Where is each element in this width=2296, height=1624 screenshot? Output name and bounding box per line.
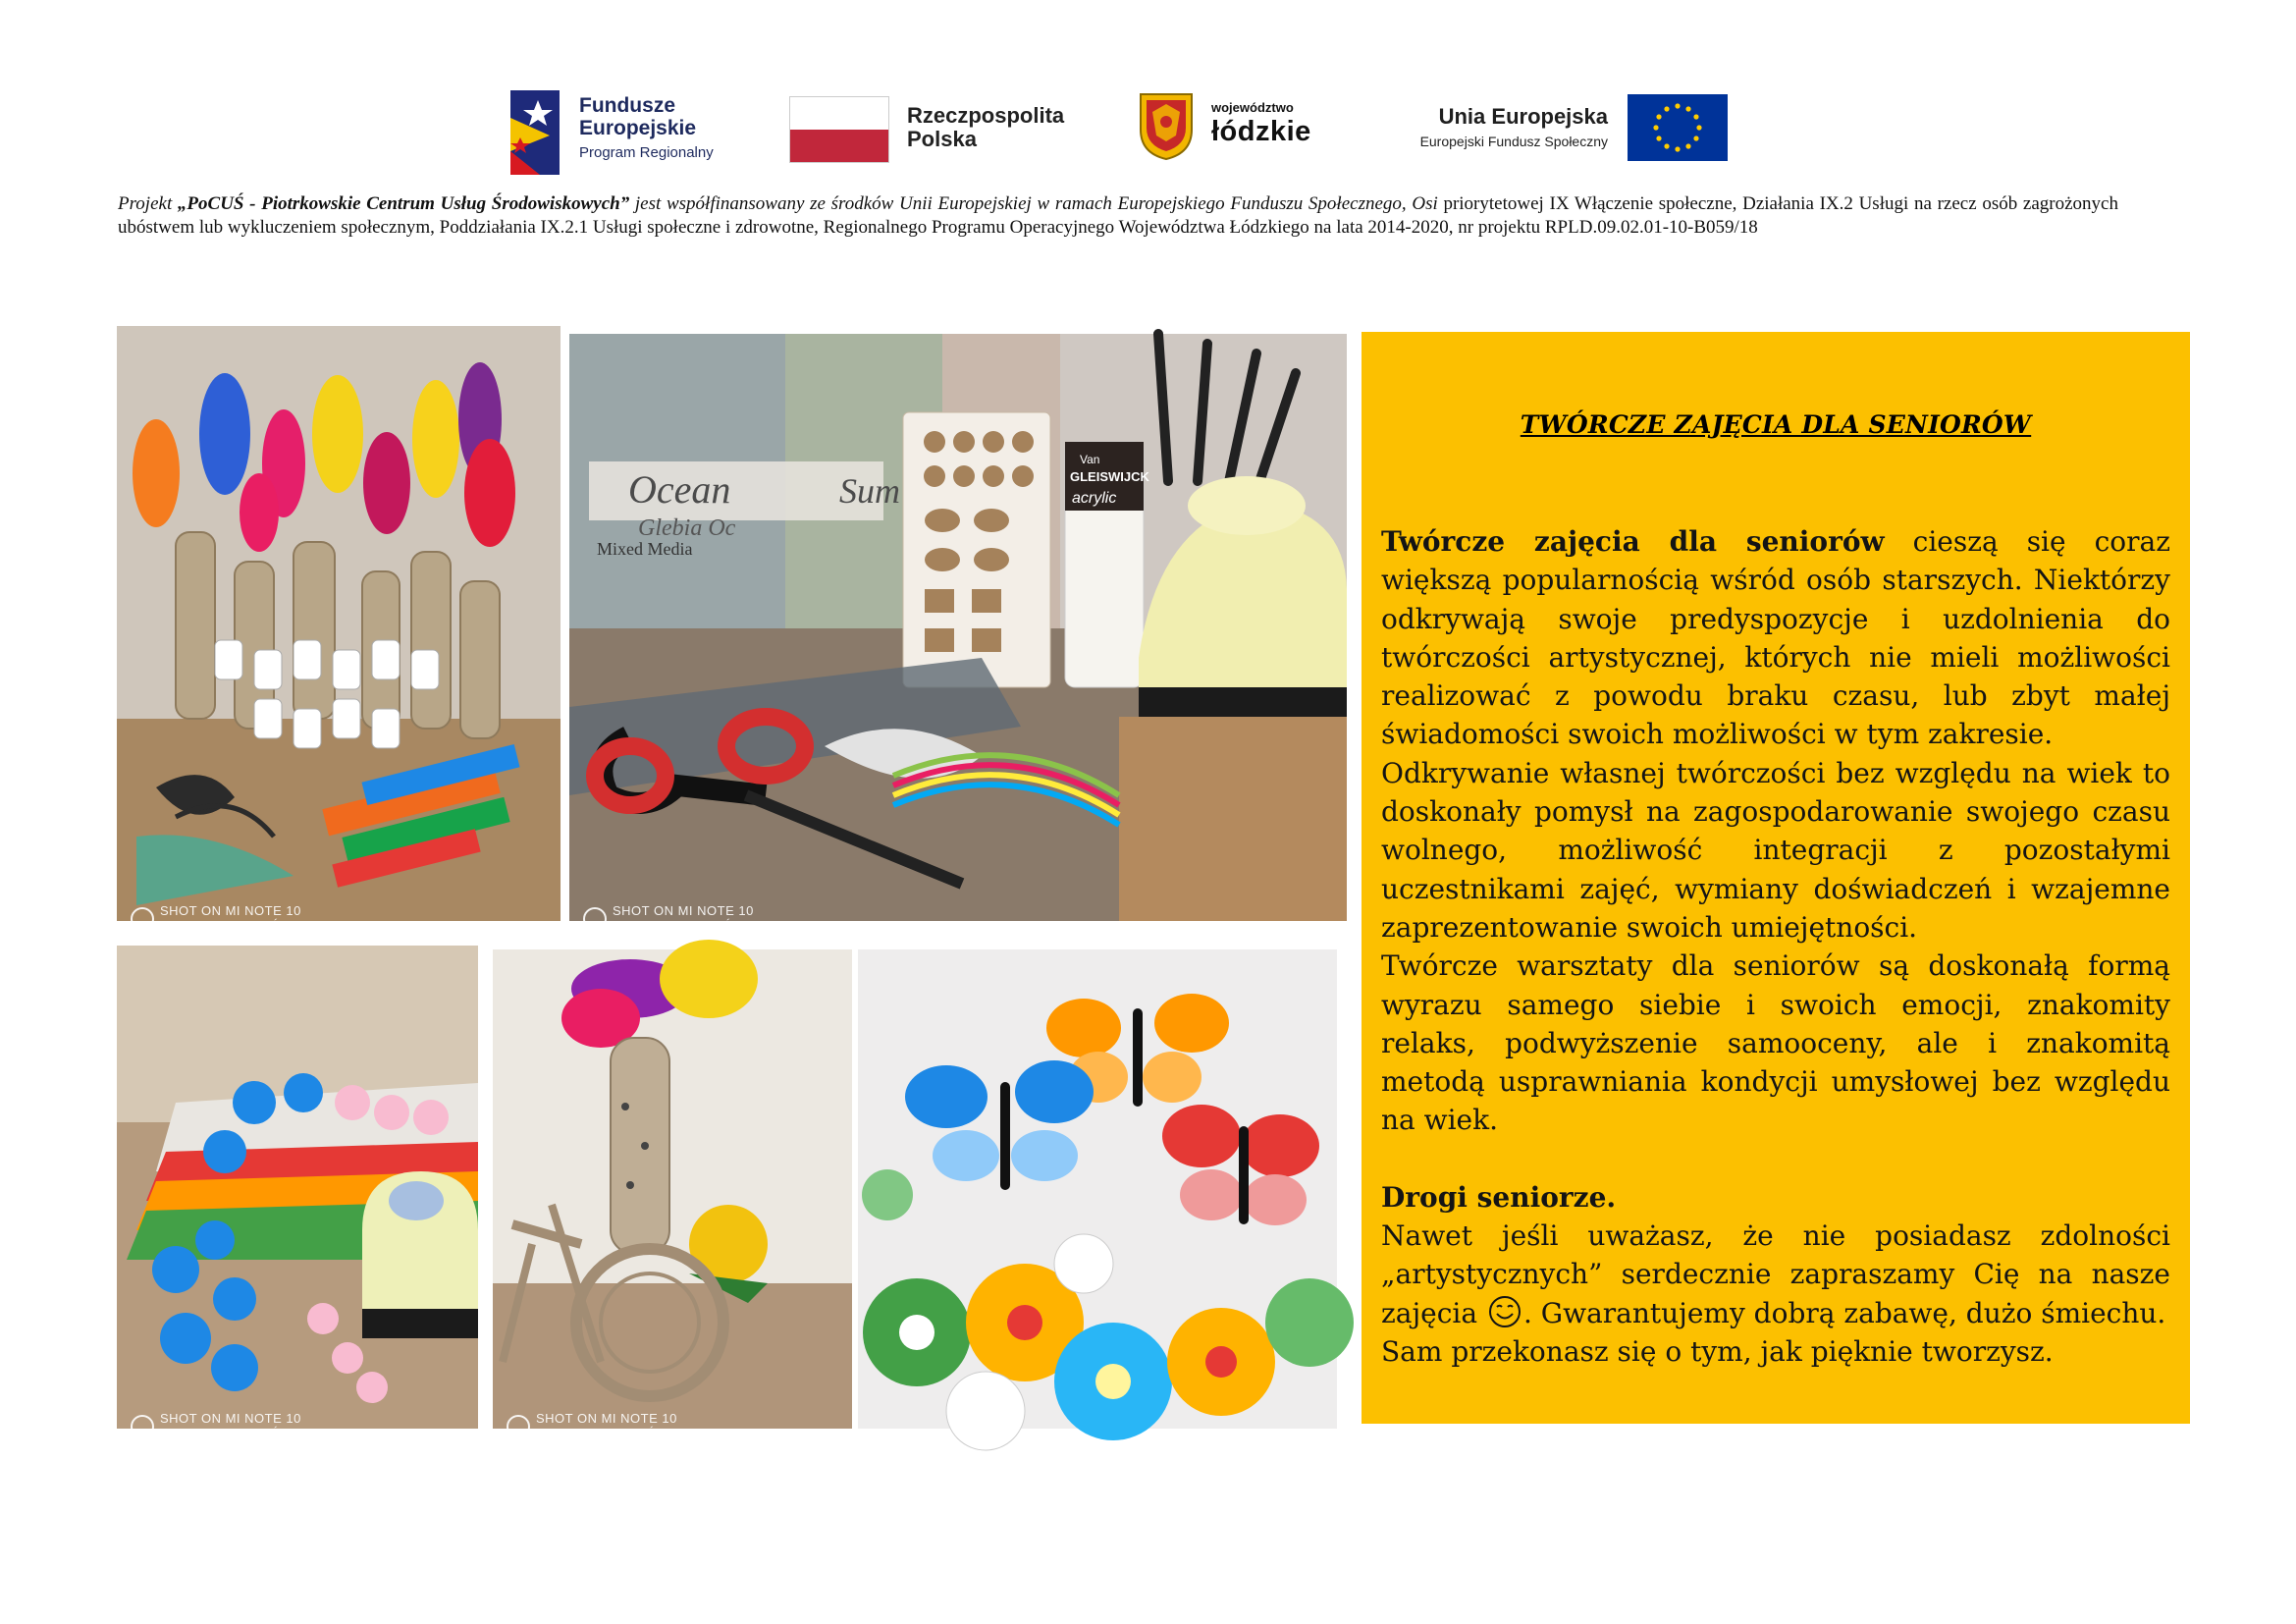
info-paragraph-5: Sam przekonasz się o tym, jak pięknie tworzysz. (1381, 1334, 2054, 1368)
photo-craft-supplies (569, 334, 1347, 933)
polish-flag-icon (789, 96, 889, 163)
ue-line1: Unia Europejska (1438, 104, 1608, 129)
photo2-ocean-text: Ocean (628, 467, 731, 512)
eu-flag-icon (1628, 94, 1728, 161)
photo1-wm-line1: SHOT ON MI NOTE 10 (160, 903, 301, 918)
logo-bar (510, 86, 1728, 175)
photo-paper-hyacinths (117, 326, 561, 933)
ld-line1: województwo (1211, 100, 1294, 115)
info-paragraph-4 (1381, 1217, 2170, 1332)
photo4-wm-line1: SHOT ON MI NOTE 10 (536, 1411, 677, 1426)
photo2-mixed-text: Mixed Media (597, 539, 693, 559)
lodzkie-crest-icon (1139, 92, 1194, 161)
project-intro: Projekt (118, 193, 178, 214)
photo-twine-bicycle (493, 949, 852, 1440)
fe-line3: Program Regionalny (579, 144, 714, 161)
wojewodztwo-lodzkie-logo (1139, 86, 1335, 175)
unia-europejska-logo (1389, 86, 1728, 175)
photo2-brand: GLEISWIJCK (1070, 469, 1149, 484)
info-p1-bold: Twórcze zajęcia dla seniorów (1381, 525, 1885, 558)
smiley-icon (1488, 1295, 1522, 1328)
ld-line2: łódzkie (1211, 116, 1311, 147)
photo2-brand-small: Van (1080, 453, 1100, 466)
photo2-acrylic: acrylic (1072, 490, 1117, 507)
info-paragraph-2: Odkrywanie własnej twórczości bez względu na wiek to doskonały pomysł na zagospodarowanie swojego czasu wolnego, możliwość integracji z pozostałymi uczestnikami zajęć, wymiany doświadczeń i wzajemne zaprezentowanie swoich umiejętności. (1381, 756, 2170, 944)
info-heading-2 (1381, 1178, 2170, 1217)
fe-line1: Fundusze (579, 94, 675, 117)
photo2-wm-line1: SHOT ON MI NOTE 10 (613, 903, 754, 918)
photo-paper-flowers (117, 946, 478, 1440)
photo1-wm-line2: MARZENA DUDZIŃSKA (160, 918, 308, 933)
info-p4-a: Nawet jeśli uważasz, że nie posiadasz zdolności „artystycznych” serdecznie zapraszamy Cię na nasze zajęcia (1381, 1219, 2170, 1329)
rzeczpospolita-logo (789, 86, 1084, 175)
photo2-sum-text: Sum (839, 471, 900, 511)
photo2-wm-line2: MARZENA DUDZIŃSKA (613, 918, 761, 933)
info-paragraph-1 (1381, 522, 2170, 754)
info-p1-rest: cieszą się coraz większą popularnością wśród osób starszych. Niektórzy odkrywają swoje predyspozycje i uzdolnienia do twórczości artystycznej, których nie mieli możliwości realizować z powodu braku czasu, lub zbyt małej świadomości swoich możliwości w tym zakresie. (1381, 525, 2170, 751)
project-rest: priorytetowej IX Włączenie społeczne, Działania IX.2 Usługi na rzecz osób zagrożonych ubóstwem lub wykluczeniem społecznym, Poddziałania IX.2.1 Usługi społeczne i zdrowotne, Regionalnego Programu Operacyjnego Województwa Łódzkiego na lata 2014-2020, nr projektu RPLD.09.02.01-10-B059/18 (118, 193, 2118, 238)
project-statement (118, 192, 2118, 240)
info-body (1381, 522, 2170, 1371)
fe-line2: Europejskie (579, 117, 697, 139)
photo4-wm-line2: MARZENA DUDZIŃSKA (536, 1426, 684, 1440)
photo2-glebia-text: Glebia Oc (638, 515, 736, 541)
project-name: „PoCUŚ - Piotrkowskie Centrum Usług Środowiskowych” (177, 193, 630, 214)
project-mid: jest współfinansowany ze środków Unii Europejskiej w ramach Europejskiego Funduszu Społecznego, Osi (629, 193, 1438, 214)
fundusze-europejskie-logo (510, 86, 746, 175)
ue-line2: Europejski Fundusz Społeczny (1419, 134, 1608, 149)
photo-quilling-butterflies (858, 949, 1337, 1429)
photo3-wm-line1: SHOT ON MI NOTE 10 (160, 1411, 301, 1426)
info-title: TWÓRCZE ZAJĘCIA DLA SENIORÓW (1520, 410, 2032, 439)
info-paragraph-3: Twórcze warsztaty dla seniorów są doskonałą formą wyrazu samego siebie i swoich emocji, znakomity relaks, podwyższenie samooceny, ale i znakomitą metodą usprawniania kondycji umysłowej bez względu na wiek. (1381, 949, 2170, 1137)
fe-star-icon (510, 90, 560, 175)
photo3-wm-line2: MARZENA DUDZIŃSKA (160, 1426, 308, 1440)
rp-line1: Rzeczpospolita (907, 103, 1065, 128)
info-panel (1362, 332, 2190, 1424)
rp-line2: Polska (907, 127, 977, 151)
info-heading-2-text: Drogi seniorze. (1381, 1180, 1617, 1214)
info-p4-b: . Gwarantujemy dobrą zabawę, dużo śmiechu. (1522, 1296, 2166, 1329)
